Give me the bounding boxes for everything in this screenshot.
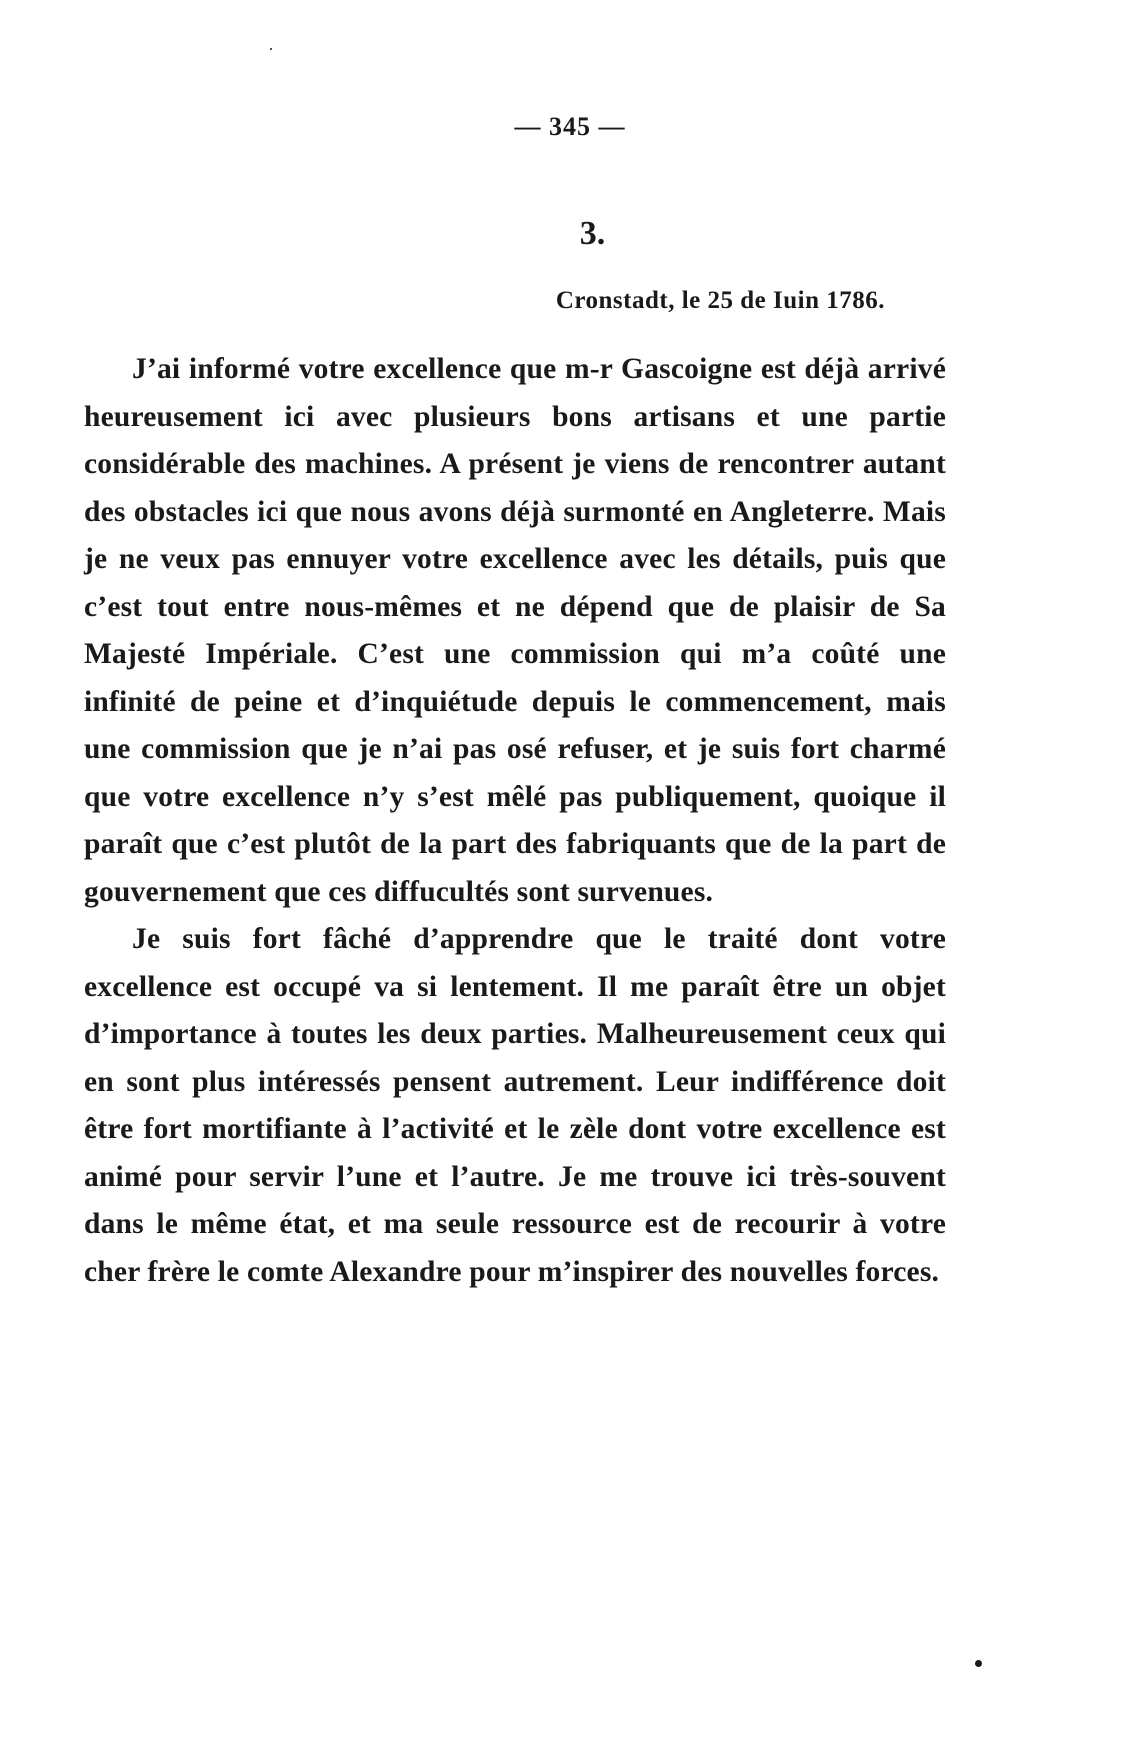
paragraph-1: J’ai informé votre excellence que m-r Gascoigne est déjà arrivé heureusement ici avec plusieurs bons artisans et une partie considérable des machines. A présent je viens de rencontrer autant des obstacles ici que nous avons déjà surmonté en Angleterre. Mais je ne veux pas ennuyer votre excellence avec les détails, puis que c’est tout entre nous-mêmes et ne dépend que de plaisir de Sa Majesté Impériale. C’est une commission qui m’a coûté une infinité de peine et d’inquiétude depuis le commencement, mais une commission que je n’ai pas osé refuser, et je suis fort charmé que votre excellence n’y s’est mêlé pas publiquement, quoique il paraît que c’est plutôt de la part des fabriquants que de la part de gouvernement que ces diffucultés sont survenues. <box>84 353 946 908</box>
letter-number: 3. <box>579 215 606 252</box>
page-number: — 345 — <box>514 112 626 141</box>
ink-dot <box>975 1660 982 1667</box>
print-speck <box>270 48 272 50</box>
paragraph-2: Je suis fort fâché d’apprendre que le traité dont votre excellence est occupé va si lentement. Il me paraît être un objet d’importance à toutes les deux parties. Malheureusement ceux qui en sont plus intéressés pensent autrement. Leur indifférence doit être fort mortifiante à l’activité et le zèle dont votre excellence est animé pour servir l’une et l’autre. Je me trouve ici très-souvent dans le même état, et ma seule ressource est de recourir à votre cher frère le comte Alexandre pour m’inspirer des nouvelles forces. <box>84 923 946 1288</box>
letter-body <box>84 346 946 1296</box>
dateline: Cronstadt, le 25 de Iuin 1786. <box>555 287 885 314</box>
